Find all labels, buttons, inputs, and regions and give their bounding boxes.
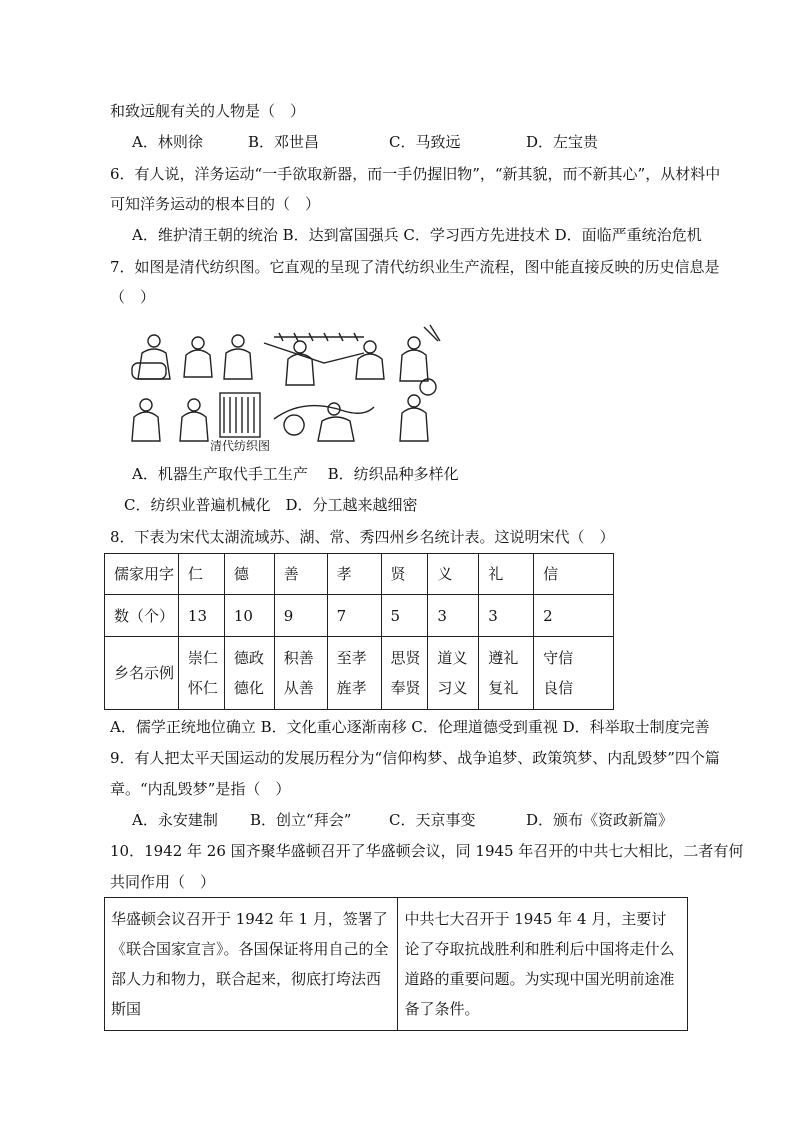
- q8-statistics-table: [104, 553, 614, 710]
- q10-comparison-table: [104, 897, 688, 1031]
- q9-stem-line1: 9．有人把太平天国运动的发展历程分为“信仰构梦、战争追梦、政策筑梦、内乱毁梦”四个篇: [110, 749, 720, 767]
- table-cell: 乡名示例: [105, 637, 179, 710]
- example-a: 积善: [283, 649, 314, 667]
- table-cell: 信: [534, 554, 614, 595]
- table-cell: 义: [428, 554, 479, 595]
- q9-option-d: D．颁布《资政新篇》: [526, 811, 674, 829]
- q6-stem-line1: 6．有人说，洋务运动“一手欲取新器，而一手仍握旧物”，“新其貌，而不新其心”，从材料中: [110, 165, 721, 183]
- figure-caption: 清代纺织图: [210, 439, 271, 453]
- q9-option-c: C．天京事变: [389, 811, 476, 829]
- example-a: 思贤: [390, 649, 421, 667]
- table-row: [105, 554, 614, 595]
- table-row: [105, 898, 688, 1031]
- table-row: [105, 637, 614, 710]
- example-b: 良信: [543, 679, 574, 697]
- table-cell: 仁: [178, 554, 224, 595]
- q7-options-line2: C．纺织业普遍机械化 D．分工越来越细密: [124, 496, 418, 514]
- q7-options-line1: A．机器生产取代手工生产 B．纺织品种多样化: [132, 465, 459, 483]
- q9-options: [132, 810, 692, 830]
- table-cell: [178, 637, 224, 710]
- table-cell: 3: [479, 595, 534, 637]
- q8-stem: 8．下表为宋代太湖流域苏、湖、常、秀四州乡名统计表。这说明宋代（ ）: [110, 528, 615, 546]
- table-cell: 德: [224, 554, 274, 595]
- example-b: 怀仁: [187, 679, 218, 697]
- table-cell: 5: [381, 595, 428, 637]
- example-a: 道义: [437, 649, 468, 667]
- example-b: 从善: [283, 679, 314, 697]
- example-a: 至孝: [336, 649, 367, 667]
- q7-stem-line1: 7．如图是清代纺织图。它直观的呈现了清代纺织业生产流程，图中能直接反映的历史信息是: [110, 258, 720, 276]
- example-a: 德政: [233, 649, 264, 667]
- table-cell: 儒家用字: [105, 554, 179, 595]
- q5-option-d: D．左宝贵: [526, 133, 599, 151]
- q9-stem-line2: 章。“内乱毁梦”是指（ ）: [110, 780, 291, 798]
- q8-options: A．儒学正统地位确立 B．文化重心逐渐南移 C．伦理道德受到重视 D．科举取士制度完善: [110, 718, 710, 736]
- table-cell: [327, 637, 381, 710]
- example-b: 习义: [437, 679, 468, 697]
- q6-stem-line2: 可知洋务运动的根本目的（ ）: [110, 195, 321, 213]
- table-cell: 礼: [479, 554, 534, 595]
- table-cell: [274, 637, 327, 710]
- example-a: 崇仁: [187, 649, 218, 667]
- q5-option-b: B．邓世昌: [248, 133, 320, 151]
- example-b: 旌孝: [336, 679, 367, 697]
- table-cell: [381, 637, 428, 710]
- table-row: [105, 595, 614, 637]
- q10-stem-line1: 10．1942 年 26 国齐聚华盛顿召开了华盛顿会议，同 1945 年召开的中共七大相比，二者有何: [110, 842, 744, 860]
- example-a: 遵礼: [488, 649, 519, 667]
- q10-stem-line2: 共同作用（ ）: [110, 873, 216, 891]
- table-cell: 9: [274, 595, 327, 637]
- example-a: 守信: [543, 649, 574, 667]
- example-b: 德化: [233, 679, 264, 697]
- table-cell: 3: [428, 595, 479, 637]
- q9-option-b: B．创立“拜会”: [250, 811, 352, 829]
- table-cell: 10: [224, 595, 274, 637]
- table-cell: 13: [178, 595, 224, 637]
- q5-option-c: C．马致远: [389, 133, 461, 151]
- qing-weaving-illustration: [124, 323, 446, 455]
- example-b: 复礼: [488, 679, 519, 697]
- table-cell: [224, 637, 274, 710]
- table-cell: [428, 637, 479, 710]
- example-b: 奉贤: [390, 679, 421, 697]
- q5-option-a: A．林则徐: [132, 133, 203, 151]
- table-cell: [479, 637, 534, 710]
- q5-options: [132, 132, 692, 152]
- table-cell: 孝: [327, 554, 381, 595]
- q5-stem: 和致远舰有关的人物是（ ）: [110, 102, 306, 120]
- washington-conference-cell: 华盛顿会议召开于 1942 年 1 月，签署了《联合国家宣言》。各国保证将用自己的全部人力和物力，联合起来，彻底打垮法西斯国: [105, 898, 398, 1031]
- table-cell: 7: [327, 595, 381, 637]
- q7-stem-line2: （ ）: [110, 288, 156, 306]
- q9-option-a: A．永安建制: [132, 811, 218, 829]
- table-cell: 数（个）: [105, 595, 179, 637]
- table-cell: 善: [274, 554, 327, 595]
- table-cell: [534, 637, 614, 710]
- table-cell: 2: [534, 595, 614, 637]
- table-cell: 贤: [381, 554, 428, 595]
- ccp-seventh-congress-cell: 中共七大召开于 1945 年 4 月，主要讨论了夺取抗战胜利和胜利后中国将走什么道路的重要问题。为实现中国光明前途准备了条件。: [398, 898, 688, 1031]
- q6-options: A．维护清王朝的统治 B．达到富国强兵 C．学习西方先进技术 D．面临严重统治危机: [132, 226, 702, 244]
